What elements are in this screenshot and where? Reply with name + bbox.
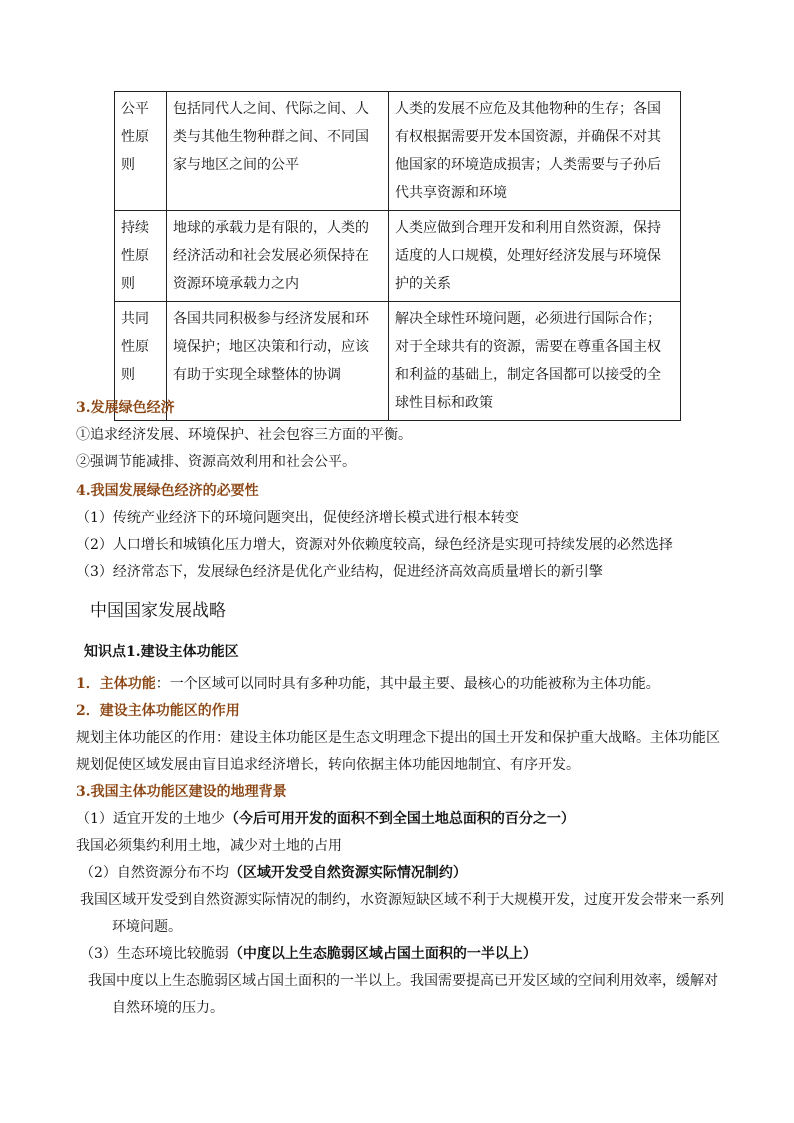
necessity-item-2: （2）人口增长和城镇化压力增大，资源对外依赖度较高，绿色经济是实现可持续发展的必然选择	[76, 537, 673, 553]
principles-table	[114, 91, 681, 421]
green-economy-heading: 3.发展绿色经济	[76, 400, 175, 416]
necessity-item-1: （1）传统产业经济下的环境问题突出，促使经济增长模式进行根本转变	[76, 510, 519, 526]
table-row	[115, 211, 681, 302]
background-point-1-body: 我国必须集约利用土地，减少对土地的占用	[76, 838, 342, 854]
background-point-3-body: 我国中度以上生态脆弱区域占国土面积的一半以上。我国需要提高已开发区域的空间利用效率，缓解对	[88, 973, 718, 989]
main-function-label: 1．主体功能	[76, 676, 156, 692]
main-function-line	[76, 674, 660, 694]
knowledge-point-title: 知识点1.建设主体功能区	[84, 644, 239, 660]
section-title: 中国国家发展战略	[90, 601, 226, 621]
role-heading: 2．建设主体功能区的作用	[76, 703, 240, 719]
necessity-item-3: （3）经济常态下，发展绿色经济是优化产业结构，促进经济高效高质量增长的新引擎	[76, 564, 603, 580]
principle-name: 公平 性原 则	[115, 92, 167, 211]
background-point-2-body-cont: 环境问题。	[112, 919, 182, 935]
table-row	[115, 302, 681, 421]
role-line-1: 规划主体功能区的作用：建设主体功能区是生态文明理念下提出的国土开发和保护重大战略。主体功能区	[76, 730, 720, 746]
principle-requirement: 人类应做到合理开发和利用自然资源，保持适度的人口规模，处理好经济发展与环境保护的关系	[389, 211, 681, 302]
role-line-2: 规划促使区域发展由盲目追求经济增长，转向依据主体功能因地制宜、有序开发。	[76, 757, 580, 773]
table-row	[115, 92, 681, 211]
principle-content: 地球的承载力是有限的，人类的经济活动和社会发展必须保持在资源环境承载力之内	[167, 211, 389, 302]
background-heading: 3.我国主体功能区建设的地理背景	[76, 784, 287, 800]
principle-requirement: 人类的发展不应危及其他物种的生存；各国有权根据需要开发本国资源，并确保不对其他国家的环境造成损害；人类需要与子孙后代共享资源和环境	[389, 92, 681, 211]
background-point-2-body: 我国区域开发受到自然资源实际情况的制约，水资源短缺区域不利于大规模开发，过度开发会带来一系列	[80, 892, 724, 908]
principle-name: 共同 性原 则	[115, 302, 167, 421]
background-point-3-body-cont: 自然环境的压力。	[112, 1000, 224, 1016]
background-point-2: （2）自然资源分布不均（区域开发受自然资源实际情况制约）	[80, 865, 467, 881]
principle-content: 各国共同积极参与经济发展和环境保护；地区决策和行动，应该有助于实现全球整体的协调	[167, 302, 389, 421]
principle-content: 包括同代人之间、代际之间、人类与其他生物种群之间、不同国家与地区之间的公平	[167, 92, 389, 211]
background-point-1: （1）适宜开发的土地少（今后可用开发的面积不到全国土地总面积的百分之一）	[76, 811, 575, 827]
principle-requirement: 解决全球性环境问题，必须进行国际合作；对于全球共有的资源，需要在尊重各国主权和利益的基础上，制定各国都可以接受的全球性目标和政策	[389, 302, 681, 421]
green-economy-item-1: ①追求经济发展、环境保护、社会包容三方面的平衡。	[76, 427, 412, 443]
main-function-text: ：一个区域可以同时具有多种功能，其中最主要、最核心的功能被称为主体功能。	[155, 676, 660, 692]
green-economy-item-2: ②强调节能减排、资源高效利用和社会公平。	[76, 454, 356, 470]
necessity-heading: 4.我国发展绿色经济的必要性	[76, 483, 259, 499]
principle-name: 持续 性原 则	[115, 211, 167, 302]
background-point-3: （3）生态环境比较脆弱（中度以上生态脆弱区域占国土面积的一半以上）	[80, 946, 537, 962]
